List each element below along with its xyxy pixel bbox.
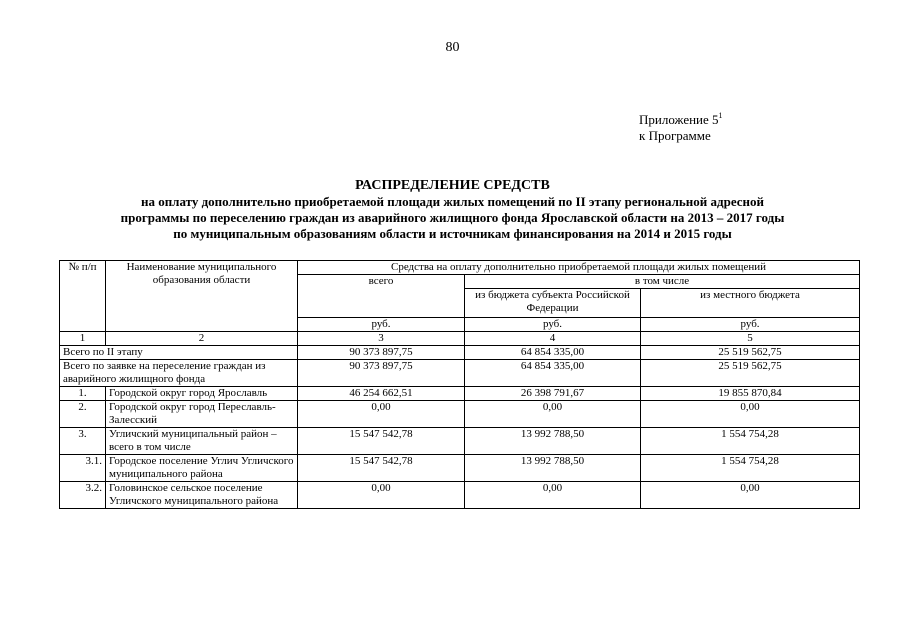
summary-total: 90 373 897,75 [298, 360, 465, 387]
appendix-superscript: 1 [718, 111, 723, 120]
column-number: 2 [106, 332, 298, 346]
row-name: Головинское сельское поселение Угличского муниципального района [106, 482, 298, 509]
summary-federal: 64 854 335,00 [465, 360, 641, 387]
header-federal: из бюджета субъекта Российской Федерации [465, 289, 641, 318]
row-num: 2. [60, 401, 106, 428]
table-row [60, 482, 860, 509]
row-local: 0,00 [641, 401, 860, 428]
table-row [60, 387, 860, 401]
row-local: 1 554 754,28 [641, 428, 860, 455]
summary-label: Всего по II этапу [60, 346, 298, 360]
appendix-label [639, 108, 723, 144]
appendix-line2: к Программе [639, 128, 711, 143]
table-header-row [60, 261, 860, 275]
row-federal: 26 398 791,67 [465, 387, 641, 401]
column-number: 5 [641, 332, 860, 346]
summary-local: 25 519 562,75 [641, 346, 860, 360]
column-number: 3 [298, 332, 465, 346]
header-total: всего [298, 275, 465, 318]
summary-label: Всего по заявке на переселение граждан из аварийного жилищного фонда [60, 360, 298, 387]
header-unit-total: руб. [298, 318, 465, 332]
summary-row [60, 360, 860, 387]
header-name: Наименование муниципального образования области [106, 261, 298, 332]
summary-local: 25 519 562,75 [641, 360, 860, 387]
title-line-3: по муниципальным образованиям области и источникам финансирования на 2014 и 2015 годы [173, 226, 732, 241]
row-total: 15 547 542,78 [298, 428, 465, 455]
summary-row [60, 346, 860, 360]
table-row [60, 428, 860, 455]
column-number-row [60, 332, 860, 346]
table-row [60, 401, 860, 428]
row-local: 1 554 754,28 [641, 455, 860, 482]
row-total: 46 254 662,51 [298, 387, 465, 401]
row-federal: 13 992 788,50 [465, 428, 641, 455]
table-row [60, 455, 860, 482]
row-federal: 0,00 [465, 401, 641, 428]
header-funds: Средства на оплату дополнительно приобретаемой площади жилых помещений [298, 261, 860, 275]
row-total: 0,00 [298, 401, 465, 428]
header-num: № п/п [60, 261, 106, 332]
summary-federal: 64 854 335,00 [465, 346, 641, 360]
row-federal: 13 992 788,50 [465, 455, 641, 482]
header-including: в том числе [465, 275, 860, 289]
row-total: 0,00 [298, 482, 465, 509]
title-line-2: программы по переселению граждан из аварийного жилищного фонда Ярославской области на 2013 – 2017 годы [120, 210, 785, 225]
row-num: 3.2. [60, 482, 106, 509]
title-line-1: на оплату дополнительно приобретаемой площади жилых помещений по II этапу региональной адресной [140, 194, 765, 209]
page-number: 80 [445, 40, 460, 55]
row-name: Городской округ город Ярославль [106, 387, 298, 401]
row-name: Угличский муниципальный район – всего в том числе [106, 428, 298, 455]
column-number: 1 [60, 332, 106, 346]
row-local: 19 855 870,84 [641, 387, 860, 401]
document-title [20, 178, 885, 242]
header-local: из местного бюджета [641, 289, 860, 318]
row-num: 3.1. [60, 455, 106, 482]
row-total: 15 547 542,78 [298, 455, 465, 482]
allocation-table [59, 260, 860, 509]
row-name: Городское поселение Углич Угличского муниципального района [106, 455, 298, 482]
appendix-line1: Приложение 5 [639, 112, 719, 127]
row-num: 3. [60, 428, 106, 455]
column-number: 4 [465, 332, 641, 346]
title-main: РАСПРЕДЕЛЕНИЕ СРЕДСТВ [355, 178, 550, 193]
header-unit-local: руб. [641, 318, 860, 332]
summary-total: 90 373 897,75 [298, 346, 465, 360]
header-unit-federal: руб. [465, 318, 641, 332]
row-num: 1. [60, 387, 106, 401]
row-local: 0,00 [641, 482, 860, 509]
row-name: Городской округ город Переславль-Залесский [106, 401, 298, 428]
row-federal: 0,00 [465, 482, 641, 509]
